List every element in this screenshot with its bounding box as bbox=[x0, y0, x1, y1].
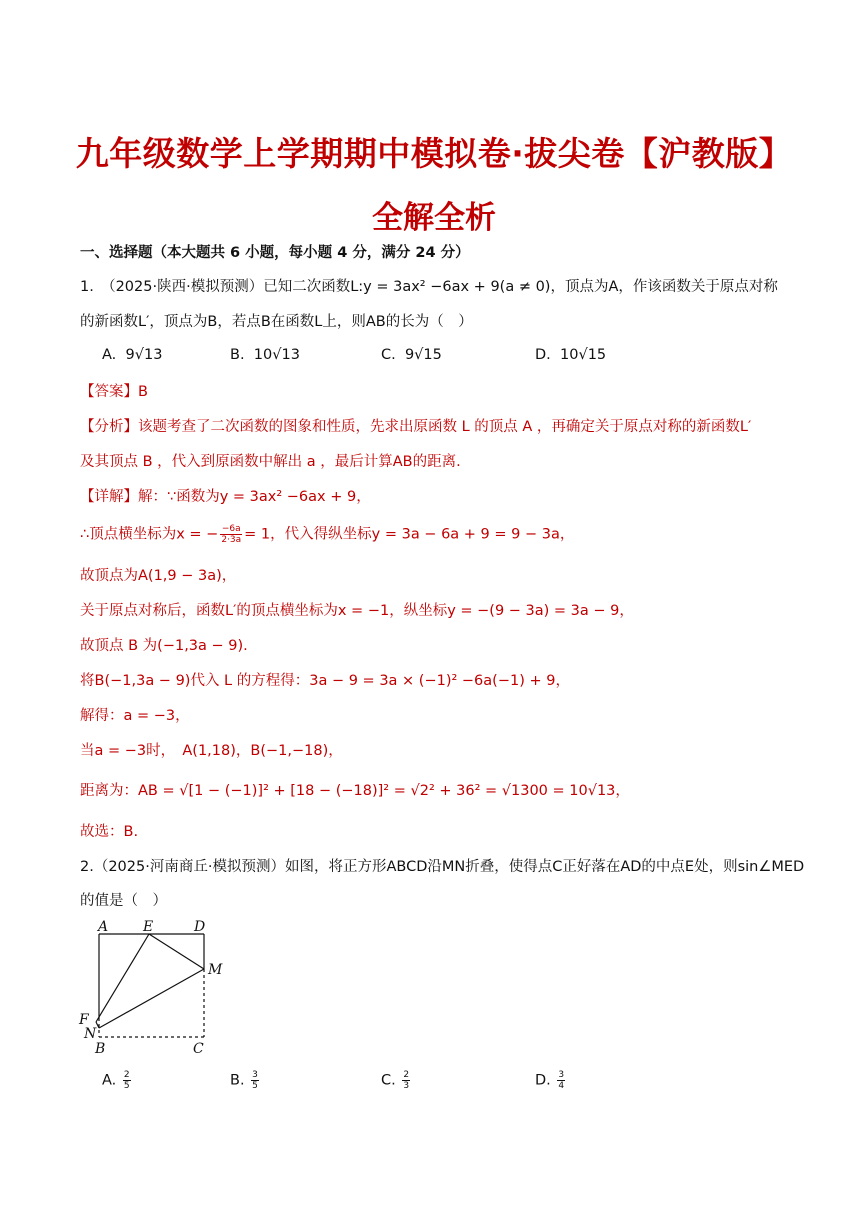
q1-analysis-line2: 及其顶点 B ，代入到原函数中解出 a ，最后计算AB的距离. bbox=[80, 454, 461, 470]
document-subtitle: 全解全析 bbox=[372, 200, 496, 236]
option-label: D. bbox=[535, 347, 551, 363]
q2-stem-line2: 的值是（ ） bbox=[80, 893, 167, 909]
q1-analysis-line1: 【分析】该题考查了二次函数的图象和性质，先求出原函数 L 的顶点 A ，再确定关于原点对称的新函数L′ bbox=[80, 419, 752, 435]
detail-suffix: = 1，代入得纵坐标y = 3a − 6a + 9 = 9 − 3a， bbox=[244, 526, 575, 543]
fraction-numerator: 3 bbox=[252, 1070, 258, 1080]
q1-detail-line-2: 故顶点为A(1,9 − 3a)， bbox=[80, 568, 237, 584]
fraction-denominator: 5 bbox=[123, 1081, 130, 1091]
vertex-fraction bbox=[220, 524, 242, 545]
q1-answer: 【答案】B bbox=[80, 384, 148, 400]
q1-stem-line2: 的新函数L′，顶点为B，若点B在函数L上，则AB的长为（ ） bbox=[80, 314, 473, 330]
fraction-numerator: 2 bbox=[123, 1070, 130, 1080]
q2-option-a bbox=[102, 1070, 133, 1091]
segment-em bbox=[149, 934, 204, 969]
q1-detail-line-0: 【详解】解：∵函数为y = 3ax² −6ax + 9， bbox=[80, 489, 371, 505]
q1-detail-line-1 bbox=[80, 524, 574, 545]
fraction-numerator: 2 bbox=[403, 1070, 410, 1080]
segment-ef bbox=[96, 934, 149, 1022]
q1-detail-line-5: 将B(−1,3a − 9)代入 L 的方程得：3a − 9 = 3a × (−1)² −6a(−1) + 9， bbox=[80, 673, 570, 689]
fraction-denominator: 4 bbox=[558, 1081, 565, 1091]
fraction-denominator: 3 bbox=[403, 1081, 410, 1091]
option-label: B. bbox=[230, 1072, 245, 1089]
label-e: E bbox=[143, 919, 154, 935]
option-text: 10√15 bbox=[560, 347, 607, 363]
option-label: C. bbox=[381, 347, 396, 363]
option-label: C. bbox=[381, 1072, 396, 1089]
fraction-numerator: 3 bbox=[558, 1070, 565, 1080]
option-text: 9√13 bbox=[125, 347, 163, 363]
q1-detail-line-6: 解得：a = −3， bbox=[80, 708, 190, 724]
option-text: 9√15 bbox=[404, 347, 442, 363]
option-label: B. bbox=[230, 347, 245, 363]
q1-option-c bbox=[381, 347, 442, 363]
q1-option-a bbox=[102, 347, 162, 363]
option-label: D. bbox=[535, 1072, 551, 1089]
label-f: F bbox=[79, 1012, 89, 1028]
option-fraction bbox=[402, 1070, 410, 1091]
fraction-denominator: 2·3a bbox=[221, 535, 242, 545]
label-c: C bbox=[193, 1041, 204, 1057]
option-text: 10√13 bbox=[253, 347, 300, 363]
option-label: A. bbox=[102, 1072, 117, 1089]
fraction-numerator: −6a bbox=[221, 524, 241, 534]
label-b: B bbox=[95, 1041, 106, 1057]
q1-stem-line1: 1. （2025·陕西·模拟预测）已知二次函数L:y = 3ax² −6ax + 9(a ≠ 0)，顶点为A，作该函数关于原点对称 bbox=[80, 279, 778, 295]
label-m: M bbox=[208, 962, 223, 978]
q1-detail-line-7: 当a = −3时， A(1,18)，B(−1,−18)， bbox=[80, 743, 343, 759]
q1-detail-line-9: 故选：B. bbox=[80, 824, 139, 840]
q1-detail-line-8: 距离为：AB = √[1 − (−1)]² + [18 − (−18)]² = √2² + 36² = √1300 = 10√13， bbox=[80, 783, 630, 799]
label-n: N bbox=[84, 1026, 97, 1042]
q2-option-c bbox=[381, 1070, 412, 1091]
segment-mn bbox=[99, 969, 204, 1028]
q1-option-d bbox=[535, 347, 606, 363]
document-title: 九年级数学上学期期中模拟卷·拔尖卷【沪教版】 bbox=[75, 134, 793, 173]
q2-stem-line1: 2.（2025·河南商丘·模拟预测）如图，将正方形ABCD沿MN折叠，使得点C正好落在AD的中点E处，则sin∠MED bbox=[80, 859, 805, 875]
q1-detail-line-3: 关于原点对称后，函数L′的顶点横坐标为x = −1，纵坐标y = −(9 − 3a) = 3a − 9， bbox=[80, 603, 634, 619]
section-heading: 一、选择题（本大题共 6 小题，每小题 4 分，满分 24 分） bbox=[80, 245, 470, 261]
detail-prefix: ∴顶点横坐标为x = − bbox=[80, 526, 219, 543]
option-fraction bbox=[251, 1070, 259, 1091]
label-d: D bbox=[194, 919, 206, 935]
fraction-denominator: 5 bbox=[252, 1081, 258, 1091]
option-label: A. bbox=[102, 347, 117, 363]
q2-geometry-figure bbox=[70, 914, 240, 1060]
q2-option-b bbox=[230, 1070, 261, 1091]
option-fraction bbox=[557, 1070, 565, 1091]
option-fraction bbox=[123, 1070, 131, 1091]
q1-option-b bbox=[230, 347, 300, 363]
q1-detail-line-4: 故顶点 B 为(−1,3a − 9). bbox=[80, 638, 248, 654]
q2-option-d bbox=[535, 1070, 567, 1091]
label-a: A bbox=[98, 919, 109, 935]
